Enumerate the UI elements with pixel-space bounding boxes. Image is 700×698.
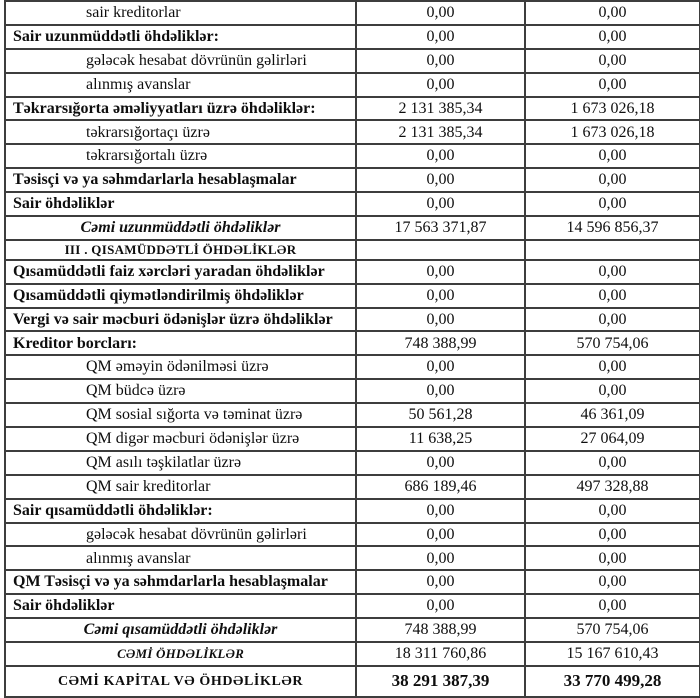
table-row bbox=[5, 475, 700, 499]
row-value-current: 686 189,46 bbox=[356, 475, 525, 499]
table-row bbox=[5, 97, 700, 121]
table-row bbox=[5, 144, 700, 168]
row-label: Təkrarsığorta əməliyyatları üzrə öhdəliklər: bbox=[5, 97, 356, 121]
row-value-previous: 0,00 bbox=[525, 355, 700, 379]
table-row bbox=[5, 403, 700, 427]
row-value-previous: 0,00 bbox=[525, 260, 700, 284]
row-value-previous: 0,00 bbox=[525, 379, 700, 403]
table-row bbox=[5, 594, 700, 618]
row-label: alınmış avanslar bbox=[5, 546, 356, 570]
row-value-previous: 570 754,06 bbox=[525, 618, 700, 642]
row-value-current: 0,00 bbox=[356, 546, 525, 570]
row-label: alınmış avanslar bbox=[5, 73, 356, 97]
row-label: CƏMİ ÖHDƏLİKLƏR bbox=[5, 642, 356, 666]
row-value-previous: 0,00 bbox=[525, 451, 700, 475]
row-label: QM əməyin ödənilməsi üzrə bbox=[5, 355, 356, 379]
row-value-previous: 0,00 bbox=[525, 308, 700, 332]
row-value-current: 0,00 bbox=[356, 499, 525, 523]
row-value-current: 0,00 bbox=[356, 451, 525, 475]
row-label: Qısamüddətli qiymətləndirilmiş öhdəliklər bbox=[5, 284, 356, 308]
row-label: Qısamüddətli faiz xərcləri yaradan öhdəliklər bbox=[5, 260, 356, 284]
row-value-current: 0,00 bbox=[356, 168, 525, 192]
row-label: QM sosial sığorta və təminat üzrə bbox=[5, 403, 356, 427]
row-label: sair kreditorlar bbox=[5, 1, 356, 25]
table-row bbox=[5, 331, 700, 355]
row-value-previous: 14 596 856,37 bbox=[525, 216, 700, 240]
row-value-current: 0,00 bbox=[356, 523, 525, 547]
table-row bbox=[5, 355, 700, 379]
row-label: QM büdcə üzrə bbox=[5, 379, 356, 403]
row-value-current: 0,00 bbox=[356, 192, 525, 216]
row-value-current: 0,00 bbox=[356, 49, 525, 73]
table-row bbox=[5, 216, 700, 240]
row-label: təkrarsığortalı üzrə bbox=[5, 144, 356, 168]
row-value-previous: 0,00 bbox=[525, 144, 700, 168]
row-label: gələcək hesabat dövrünün gəlirləri bbox=[5, 523, 356, 547]
row-value-previous: 1 673 026,18 bbox=[525, 120, 700, 144]
table-row bbox=[5, 240, 700, 260]
row-value-current: 0,00 bbox=[356, 570, 525, 594]
table-row bbox=[5, 192, 700, 216]
row-value-current: 0,00 bbox=[356, 594, 525, 618]
row-value-current: 748 388,99 bbox=[356, 618, 525, 642]
table-row bbox=[5, 284, 700, 308]
row-value-previous: 0,00 bbox=[525, 546, 700, 570]
row-value-current: 0,00 bbox=[356, 260, 525, 284]
row-value-current: 0,00 bbox=[356, 284, 525, 308]
row-value-previous: 0,00 bbox=[525, 499, 700, 523]
row-value-current: 0,00 bbox=[356, 1, 525, 25]
row-label: Vergi və sair məcburi ödənişlər üzrə öhdəliklər bbox=[5, 308, 356, 332]
row-value-previous: 570 754,06 bbox=[525, 331, 700, 355]
row-value-previous: 27 064,09 bbox=[525, 427, 700, 451]
liabilities-table-body bbox=[5, 1, 700, 697]
row-value-previous: 0,00 bbox=[525, 570, 700, 594]
row-value-current: 38 291 387,39 bbox=[356, 666, 525, 697]
row-value-previous: 0,00 bbox=[525, 192, 700, 216]
table-row bbox=[5, 618, 700, 642]
row-value-current: 0,00 bbox=[356, 379, 525, 403]
table-row bbox=[5, 523, 700, 547]
row-value-current: 748 388,99 bbox=[356, 331, 525, 355]
table-row bbox=[5, 1, 700, 25]
table-row bbox=[5, 499, 700, 523]
row-label: təkrarsığortaçı üzrə bbox=[5, 120, 356, 144]
row-value-current: 18 311 760,86 bbox=[356, 642, 525, 666]
row-label: QM Təsisçi və ya səhmdarlarla hesablaşmalar bbox=[5, 570, 356, 594]
row-label: Sair uzunmüddətli öhdəliklər: bbox=[5, 25, 356, 49]
row-value-previous: 0,00 bbox=[525, 73, 700, 97]
row-value-current bbox=[356, 240, 525, 260]
row-label: Təsisçi və ya səhmdarlarla hesablaşmalar bbox=[5, 168, 356, 192]
row-label: Kreditor borcları: bbox=[5, 331, 356, 355]
row-value-previous: 0,00 bbox=[525, 1, 700, 25]
table-row bbox=[5, 666, 700, 697]
row-label: gələcək hesabat dövrünün gəlirləri bbox=[5, 49, 356, 73]
row-value-previous: 0,00 bbox=[525, 594, 700, 618]
row-value-current: 0,00 bbox=[356, 144, 525, 168]
row-value-previous: 0,00 bbox=[525, 168, 700, 192]
table-row bbox=[5, 73, 700, 97]
table-row bbox=[5, 25, 700, 49]
row-value-previous: 0,00 bbox=[525, 284, 700, 308]
row-label: III . QISAMÜDDƏTLİ ÖHDƏLİKLƏR bbox=[5, 240, 356, 260]
table-row bbox=[5, 308, 700, 332]
row-value-previous bbox=[525, 240, 700, 260]
row-label: QM sair kreditorlar bbox=[5, 475, 356, 499]
row-value-current: 0,00 bbox=[356, 73, 525, 97]
row-label: QM digər məcburi ödənişlər üzrə bbox=[5, 427, 356, 451]
row-value-previous: 33 770 499,28 bbox=[525, 666, 700, 697]
table-row bbox=[5, 120, 700, 144]
row-value-current: 50 561,28 bbox=[356, 403, 525, 427]
row-label: Cəmi uzunmüddətli öhdəliklər bbox=[5, 216, 356, 240]
row-label: QM asılı təşkilatlar üzrə bbox=[5, 451, 356, 475]
row-value-previous: 497 328,88 bbox=[525, 475, 700, 499]
row-value-current: 17 563 371,87 bbox=[356, 216, 525, 240]
table-row bbox=[5, 168, 700, 192]
liabilities-table bbox=[4, 0, 700, 698]
table-row bbox=[5, 451, 700, 475]
row-value-previous: 46 361,09 bbox=[525, 403, 700, 427]
row-label: CƏMİ KAPİTAL VƏ ÖHDƏLİKLƏR bbox=[5, 666, 356, 697]
row-value-previous: 15 167 610,43 bbox=[525, 642, 700, 666]
table-row bbox=[5, 546, 700, 570]
table-row bbox=[5, 260, 700, 284]
table-row bbox=[5, 570, 700, 594]
table-row bbox=[5, 49, 700, 73]
row-label: Sair öhdəliklər bbox=[5, 594, 356, 618]
row-value-previous: 0,00 bbox=[525, 523, 700, 547]
row-value-current: 0,00 bbox=[356, 308, 525, 332]
row-value-current: 2 131 385,34 bbox=[356, 120, 525, 144]
table-row bbox=[5, 379, 700, 403]
row-value-previous: 0,00 bbox=[525, 25, 700, 49]
row-value-current: 2 131 385,34 bbox=[356, 97, 525, 121]
row-value-current: 0,00 bbox=[356, 355, 525, 379]
row-value-previous: 0,00 bbox=[525, 49, 700, 73]
row-value-previous: 1 673 026,18 bbox=[525, 97, 700, 121]
table-row bbox=[5, 427, 700, 451]
row-value-current: 11 638,25 bbox=[356, 427, 525, 451]
table-row bbox=[5, 642, 700, 666]
row-label: Sair öhdəliklər bbox=[5, 192, 356, 216]
row-label: Cəmi qısamüddətli öhdəliklər bbox=[5, 618, 356, 642]
row-value-current: 0,00 bbox=[356, 25, 525, 49]
row-label: Sair qısamüddətli öhdəliklər: bbox=[5, 499, 356, 523]
